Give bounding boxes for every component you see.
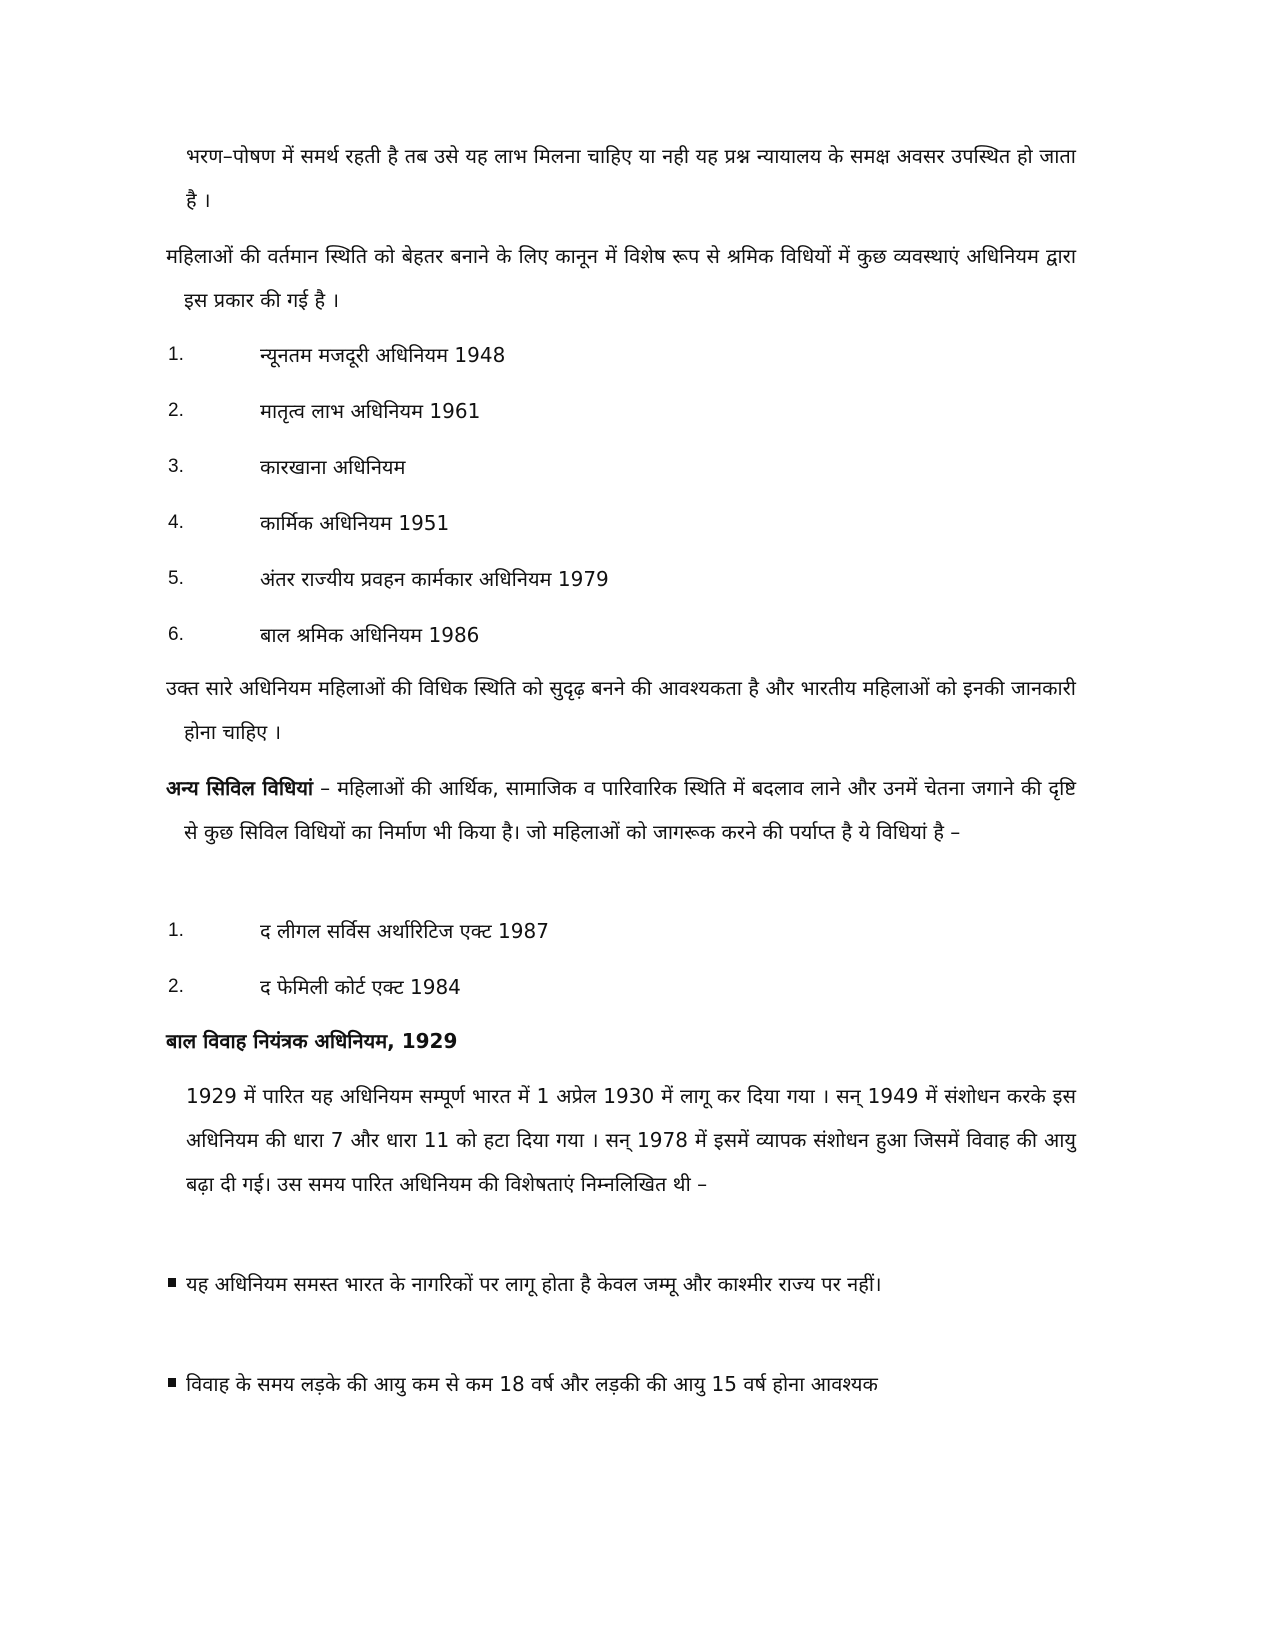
section-label: अन्य सिविल विधियां [166,776,314,800]
list-text: बाल श्रमिक अधिनियम 1986 [260,623,480,647]
list-number: 5. [168,568,184,589]
section-heading: बाल विवाह नियंत्रक अधिनियम, 1929 [166,1029,458,1053]
list-number: 2. [168,976,184,997]
list-text: न्यूनतम मजदूरी अधिनियम 1948 [260,343,506,367]
list-text: मातृत्व लाभ अधिनियम 1961 [260,399,481,423]
list-number: 2. [168,400,184,421]
bullet-icon [168,1378,176,1387]
list-number: 6. [168,624,184,645]
bullet-text: विवाह के समय लड़के की आयु कम से कम 18 वर्ष और लड़की की आयु 15 वर्ष होना आवश्यक [186,1372,878,1396]
paragraph-acts-summary: उक्त सारे अधिनियम महिलाओं की विधिक स्थिति को सुदृढ़ बनने की आवश्यकता है और भारतीय महिलाओं को इनकी जानकारी होना चाहिए । [166,676,1076,744]
paragraph-women-status: महिलाओं की वर्तमान स्थिति को बेहतर बनाने के लिए कानून में विशेष रूप से श्रमिक विधियों में कुछ व्यवस्थाएं अधिनियम द्वारा इस प्रकार की गई है । [166,244,1076,312]
list-number: 4. [168,512,184,533]
list-text: द फेमिली कोर्ट एक्ट 1984 [260,975,461,999]
list-text: कार्मिक अधिनियम 1951 [260,511,450,535]
bullet-item [166,1262,1076,1306]
section-text: – महिलाओं की आर्थिक, सामाजिक व पारिवारिक स्थिति में बदलाव लाने और उनमें चेतना जगाने की दृष्टि से कुछ सिविल विधियों का निर्माण भी किया है। जो महिलाओं को जागरूक करने की पर्याप्त है ये विधियां है – [184,776,1076,844]
paragraph-act-history: 1929 में पारित यह अधिनियम सम्पूर्ण भारत में 1 अप्रेल 1930 में लागू कर दिया गया । सन् 1949 में संशोधन करके इस अधिनियम की धारा 7 और धारा 11 को हटा दिया गया । सन् 1978 में इसमें व्यापक संशोधन हुआ जिसमें विवाह की आयु बढ़ा दी गई। उस समय पारित अधिनियम की विशेषताएं निम्नलिखित थी – [186,1084,1076,1196]
list-number: 1. [168,344,184,365]
bullet-item [166,1362,1076,1406]
paragraph-maintenance: भरण–पोषण में समर्थ रहती है तब उसे यह लाभ मिलना चाहिए या नही यह प्रश्न न्यायालय के समक्ष अवसर उपस्थित हो जाता है । [186,144,1076,212]
list-text: द लीगल सर्विस अर्थारिटिज एक्ट 1987 [260,919,549,943]
list-number: 1. [168,920,184,941]
bullet-icon [168,1278,176,1287]
list-number: 3. [168,456,184,477]
bullet-text: यह अधिनियम समस्त भारत के नागरिकों पर लागू होता है केवल जम्मू और काश्मीर राज्य पर नहीं। [186,1272,882,1296]
list-text: अंतर राज्यीय प्रवहन कार्मकार अधिनियम 1979 [260,567,609,591]
list-text: कारखाना अधिनियम [260,455,406,479]
paragraph-other-civil-laws [166,766,1076,854]
